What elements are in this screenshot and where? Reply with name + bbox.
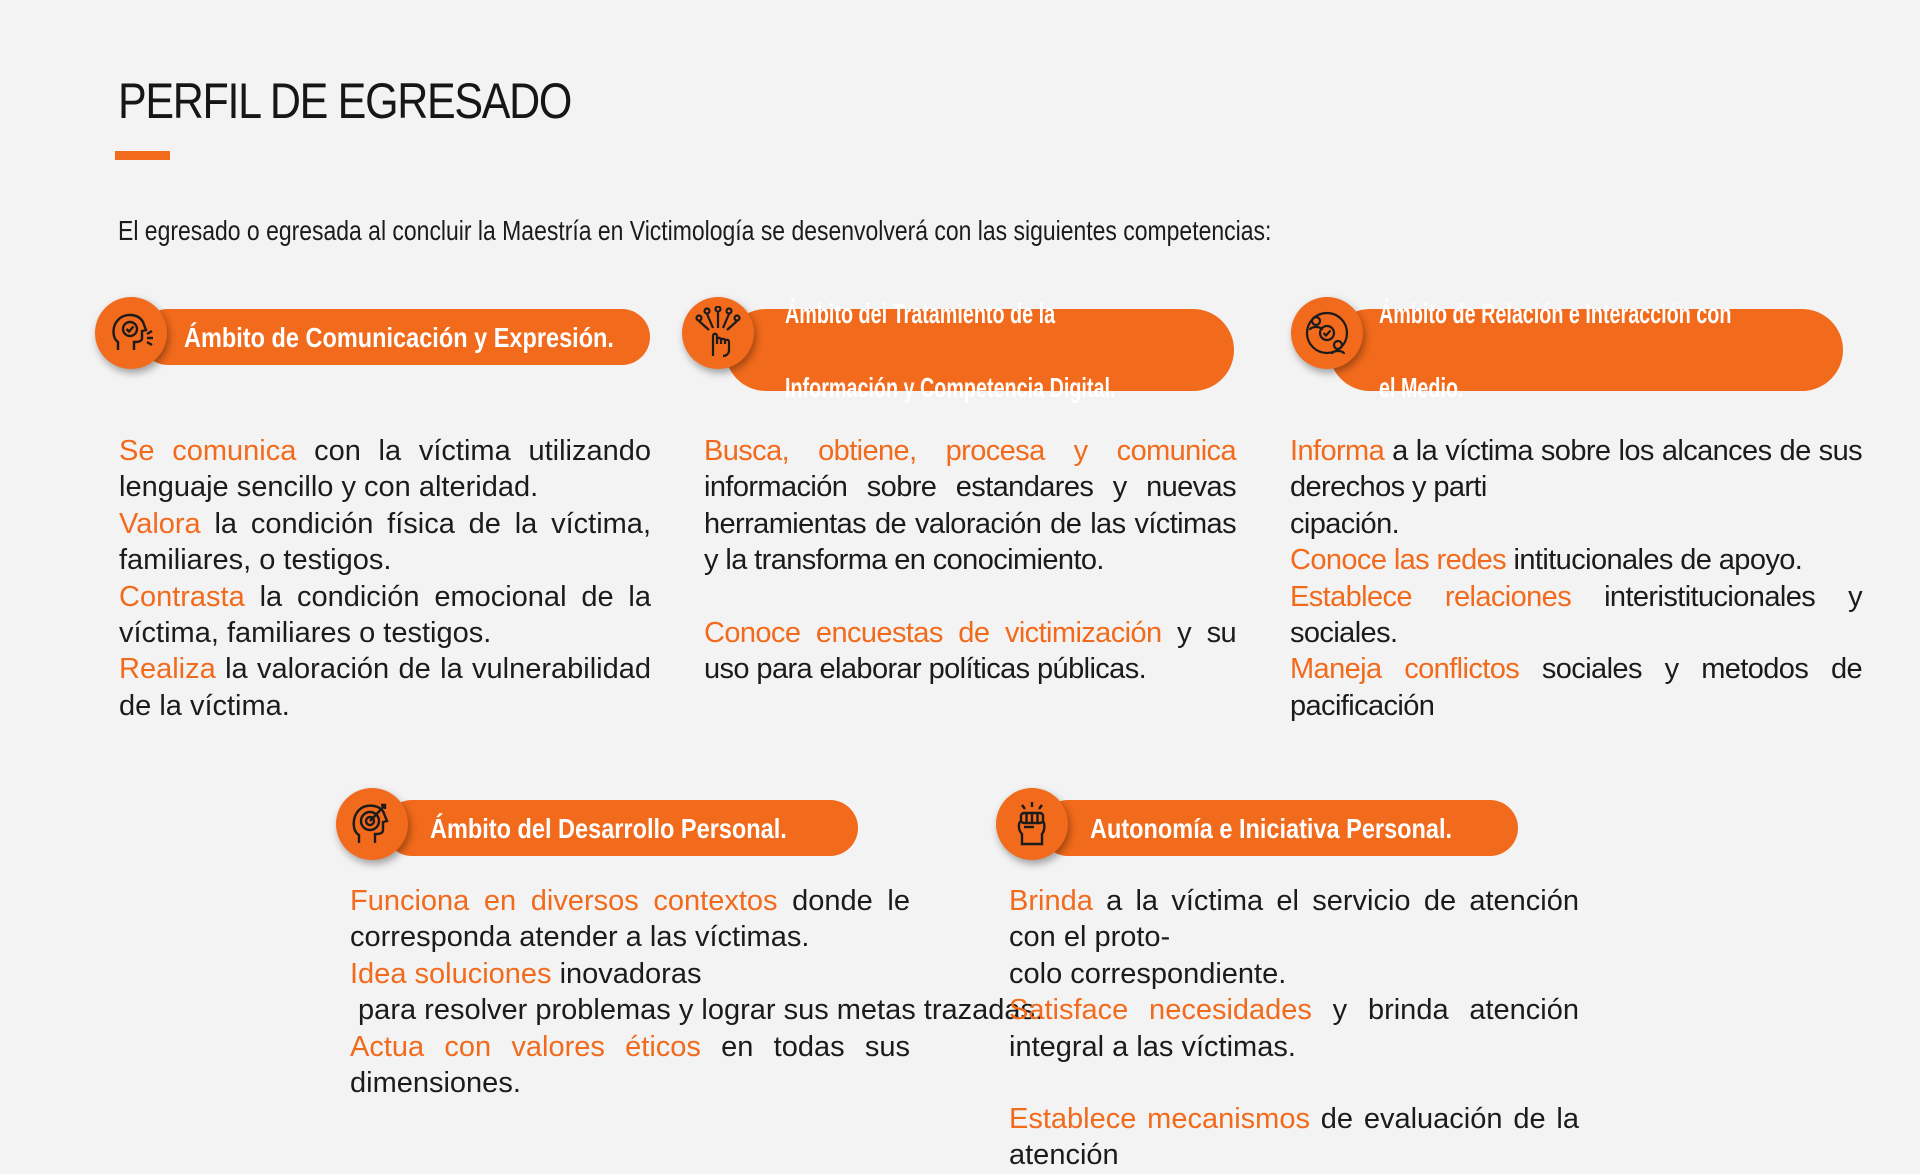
- card-body: [1009, 883, 1579, 1174]
- line-0: Funciona en diversos contextos donde le corresponda atender a las víctimas.: [350, 885, 911, 954]
- card-title-pill: [1329, 297, 1843, 403]
- card-title-line1: Ámbito de Relación e Interacción con: [1379, 297, 1732, 329]
- card-title-pill: [725, 297, 1234, 403]
- line-1: cipación.: [1290, 507, 1400, 540]
- people-network-icon: [1291, 297, 1363, 369]
- card-title-pill: [1040, 800, 1518, 856]
- line-1: Conoce encuestas de victimización y su uso para elaborar políticas públicas.: [704, 616, 1236, 686]
- line-2: Contrasta la condición emocional de la víctima, familiares o testigos.: [119, 580, 651, 650]
- title-underline: [115, 151, 170, 160]
- card-body: [1290, 433, 1862, 724]
- card-body: [350, 883, 1044, 1101]
- line-2: para resolver problemas y lograr sus metas trazadas.: [350, 994, 1044, 1027]
- line-3: Actua con valores éticos en todas sus dimensiones.: [350, 1030, 911, 1100]
- line-3: Establece relaciones interistitucionales y sociales.: [1290, 580, 1862, 650]
- card-title-pill: [384, 800, 858, 856]
- card-title-line2: el Medio.: [1379, 371, 1464, 403]
- raised-fist-icon: [996, 788, 1068, 860]
- line-2: Conoce las redes intitucionales de apoyo.: [1290, 544, 1803, 577]
- card-title-line1: Ámbito del Tratamiento de la: [785, 297, 1056, 329]
- intro-text: El egresado o egresada al concluir la Maestría en Victimología se desenvolverá con las siguientes competencias:: [118, 215, 1272, 246]
- line-3: Realiza la valoración de la vulnerabilidad de la víctima.: [119, 653, 651, 722]
- card-body: [119, 433, 651, 724]
- head-check-icon: [95, 297, 167, 369]
- line-1: Valora la condición física de la víctima, familiares, o testigos.: [119, 507, 651, 577]
- digital-hand-icon: [682, 297, 754, 369]
- line-0: Brinda a la víctima el servicio de atención con el proto-: [1009, 885, 1579, 954]
- line-1: Idea soluciones inovadoras: [350, 957, 702, 990]
- head-target-icon: [336, 788, 408, 860]
- card-title-pill: [140, 309, 650, 365]
- line-0: Se comunica con la víctima utilizando lenguaje sencillo y con alteridad.: [119, 435, 651, 504]
- line-4: Maneja conflictos sociales y metodos de pacificación: [1290, 653, 1863, 722]
- card-title: Autonomía e Iniciativa Personal.: [1090, 812, 1453, 844]
- line-0: Busca, obtiene, procesa y comunica información sobre estandares y nuevas herramientas de valoración de las víctimas y la transforma en conocimiento.: [704, 435, 1236, 577]
- card-title: Ámbito de Comunicación y Expresión.: [184, 321, 614, 353]
- line-2: Satisface necesidades y brinda atención integral a las víctimas.: [1009, 994, 1579, 1063]
- card-body: [704, 433, 1236, 687]
- line-3: Establece mecanismos de evaluación de la atención: [1009, 1103, 1579, 1172]
- line-0: Informa a la víctima sobre los alcances de sus derechos y parti: [1290, 435, 1862, 504]
- page-title: PERFIL DE EGRESADO: [118, 73, 572, 129]
- card-title: Ámbito del Desarrollo Personal.: [430, 812, 787, 844]
- line-1: colo correspondiente.: [1009, 957, 1287, 990]
- card-title-line2: Información y Competencia Digital.: [785, 371, 1116, 403]
